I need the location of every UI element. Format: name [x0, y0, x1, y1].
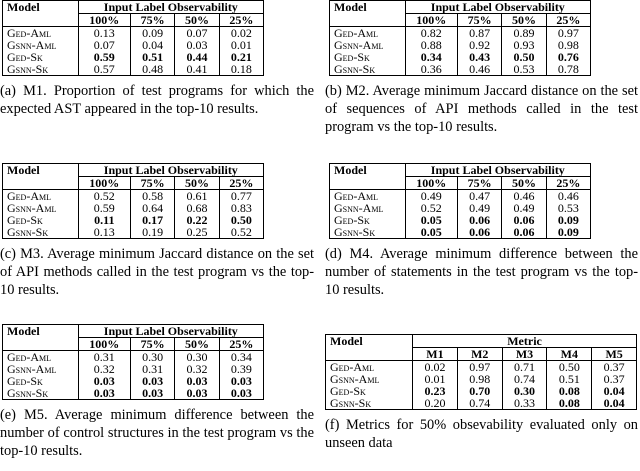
results-table — [2, 163, 264, 239]
value-cell: 0.05 — [420, 213, 442, 227]
results-table — [2, 0, 264, 76]
value-cell: 0.74 — [502, 373, 547, 385]
value-cell: 0.97 — [546, 27, 590, 40]
column-header: 100% — [416, 176, 447, 190]
model-name-cell: Ged-Aml — [330, 190, 406, 203]
value-cell: 0.09 — [546, 226, 590, 239]
value-cell: 0.06 — [502, 226, 546, 239]
model-name-cell: Gsnn-Aml — [3, 202, 79, 214]
model-name-cell: Ged-Aml — [3, 190, 79, 203]
value-cell: 0.70 — [457, 385, 502, 397]
column-header: 75% — [457, 14, 501, 27]
column-header: 50% — [502, 14, 546, 27]
value-cell: 0.23 — [424, 384, 446, 398]
column-header: 50% — [175, 338, 219, 351]
value-cell: 0.25 — [175, 226, 219, 239]
value-cell: 0.57 — [93, 62, 115, 76]
column-header: 75% — [130, 177, 174, 190]
value-cell: 0.03 — [219, 375, 263, 387]
value-cell: 0.34 — [420, 50, 442, 64]
value-cell: 0.97 — [457, 361, 502, 374]
value-cell: 0.59 — [93, 50, 115, 64]
value-cell: 0.61 — [175, 190, 219, 203]
value-cell: 0.49 — [502, 202, 546, 214]
value-cell: 0.05 — [420, 225, 442, 239]
value-cell: 0.09 — [546, 214, 590, 226]
value-cell: 0.78 — [546, 63, 590, 76]
value-cell: 0.98 — [457, 373, 502, 385]
model-name-cell: Gsnn-Aml — [330, 202, 406, 214]
model-name-cell: Gsnn-Sk — [3, 63, 79, 76]
value-cell: 0.53 — [546, 202, 590, 214]
value-cell: 0.22 — [175, 214, 219, 226]
value-cell: 0.07 — [175, 27, 219, 40]
table-row — [330, 63, 591, 76]
value-cell: 0.51 — [547, 373, 592, 385]
value-cell: 0.31 — [130, 363, 174, 375]
value-cell: 0.03 — [219, 387, 263, 400]
model-name-cell: Ged-Sk — [3, 51, 79, 63]
panel-d — [325, 163, 640, 299]
panel-c — [0, 163, 316, 299]
value-cell: 0.89 — [502, 27, 546, 40]
table-row — [3, 63, 264, 76]
table-row — [326, 397, 637, 410]
value-cell: 0.11 — [94, 213, 115, 227]
value-cell: 0.50 — [547, 361, 592, 374]
value-cell: 0.13 — [93, 26, 115, 40]
model-name-cell: Ged-Sk — [3, 375, 79, 387]
value-cell: 0.64 — [130, 202, 174, 214]
value-cell: 0.03 — [130, 387, 174, 400]
value-cell: 0.76 — [546, 51, 590, 63]
table-caption: (a) M1. Proportion of test programs for which the expected AST appeared in the top-10 results. — [0, 83, 314, 117]
group-header: Metric — [413, 335, 637, 348]
value-cell: 0.87 — [457, 27, 501, 40]
value-cell: 0.03 — [175, 39, 219, 51]
model-name-cell: Ged-Aml — [3, 27, 79, 40]
column-header: M4 — [547, 348, 592, 361]
column-header: 75% — [130, 338, 174, 351]
value-cell: 0.18 — [219, 63, 263, 76]
value-cell: 0.20 — [424, 396, 446, 410]
column-header: M2 — [457, 348, 502, 361]
column-header: 100% — [89, 13, 120, 27]
value-cell: 0.09 — [130, 27, 174, 40]
model-name-cell: Gsnn-Sk — [326, 397, 413, 410]
value-cell: 0.74 — [457, 397, 502, 410]
model-name-cell: Gsnn-Aml — [330, 39, 406, 51]
column-header: 25% — [219, 338, 263, 351]
value-cell: 0.50 — [502, 51, 546, 63]
value-cell: 0.36 — [420, 62, 442, 76]
value-cell: 0.30 — [130, 351, 174, 364]
value-cell: 0.33 — [502, 397, 547, 410]
value-cell: 0.03 — [175, 375, 219, 387]
model-column-header: Model — [3, 1, 79, 27]
model-name-cell: Ged-Sk — [330, 51, 406, 63]
column-header: 75% — [457, 177, 501, 190]
value-cell: 0.13 — [93, 225, 115, 239]
value-cell: 0.08 — [547, 385, 592, 397]
group-header: Input Label Observability — [405, 164, 590, 177]
value-cell: 0.41 — [175, 63, 219, 76]
value-cell: 0.04 — [130, 39, 174, 51]
table-row — [3, 387, 264, 400]
value-cell: 0.07 — [93, 38, 115, 52]
table-row — [330, 226, 591, 239]
column-header: 50% — [175, 14, 219, 27]
model-name-cell: Gsnn-Aml — [3, 363, 79, 375]
value-cell: 0.71 — [502, 361, 547, 374]
value-cell: 0.98 — [546, 39, 590, 51]
value-cell: 0.03 — [93, 374, 115, 388]
value-cell: 0.46 — [546, 190, 590, 203]
model-name-cell: Ged-Aml — [330, 27, 406, 40]
model-name-cell: Gsnn-Aml — [326, 373, 413, 385]
model-column-header: Model — [330, 164, 406, 190]
value-cell: 0.03 — [175, 387, 219, 400]
column-header: 25% — [219, 14, 263, 27]
model-name-cell: Ged-Sk — [326, 385, 413, 397]
model-name-cell: Gsnn-Sk — [3, 387, 79, 400]
model-name-cell: Ged-Aml — [3, 351, 79, 364]
panel-a — [0, 0, 316, 118]
table-header-row — [3, 164, 264, 177]
group-header: Input Label Observability — [78, 325, 263, 338]
value-cell: 0.01 — [424, 372, 446, 386]
value-cell: 0.37 — [592, 373, 637, 385]
model-name-cell: Gsnn-Sk — [3, 226, 79, 239]
value-cell: 0.52 — [219, 226, 263, 239]
value-cell: 0.49 — [420, 189, 442, 203]
value-cell: 0.92 — [457, 39, 501, 51]
value-cell: 0.88 — [420, 38, 442, 52]
column-header: 25% — [546, 14, 590, 27]
table-caption: (c) M3. Average minimum Jaccard distance on the set of API methods called in the test program vs the top-10 results. — [0, 246, 314, 298]
model-name-cell: Ged-Aml — [326, 361, 413, 374]
value-cell: 0.59 — [93, 201, 115, 215]
value-cell: 0.17 — [130, 214, 174, 226]
group-header: Input Label Observability — [78, 164, 263, 177]
group-header: Input Label Observability — [405, 1, 590, 14]
value-cell: 0.46 — [502, 190, 546, 203]
results-table — [2, 324, 264, 400]
column-header: 100% — [89, 176, 120, 190]
column-header: 50% — [175, 177, 219, 190]
column-header: 50% — [502, 177, 546, 190]
model-name-cell: Ged-Sk — [3, 214, 79, 226]
value-cell: 0.06 — [502, 214, 546, 226]
table-caption: (e) M5. Average minimum difference between the number of control structures in the test program vs the top-10 results. — [0, 407, 314, 459]
column-header: M1 — [426, 347, 444, 361]
model-name-cell: Ged-Sk — [330, 214, 406, 226]
value-cell: 0.06 — [457, 214, 501, 226]
value-cell: 0.01 — [219, 39, 263, 51]
value-cell: 0.30 — [502, 385, 547, 397]
results-table — [325, 334, 637, 410]
results-table — [329, 163, 591, 239]
model-column-header: Model — [3, 164, 79, 190]
column-header: M5 — [592, 348, 637, 361]
value-cell: 0.43 — [457, 51, 501, 63]
column-header: 25% — [219, 177, 263, 190]
model-column-header: Model — [3, 325, 79, 351]
table-header-row — [3, 1, 264, 14]
value-cell: 0.82 — [420, 26, 442, 40]
value-cell: 0.03 — [93, 386, 115, 400]
table-header-row — [330, 164, 591, 177]
value-cell: 0.52 — [420, 201, 442, 215]
value-cell: 0.32 — [175, 363, 219, 375]
value-cell: 0.77 — [219, 190, 263, 203]
value-cell: 0.32 — [93, 362, 115, 376]
value-cell: 0.93 — [502, 39, 546, 51]
value-cell: 0.04 — [592, 397, 637, 410]
value-cell: 0.04 — [592, 385, 637, 397]
value-cell: 0.47 — [457, 190, 501, 203]
value-cell: 0.02 — [424, 360, 446, 374]
column-header: 25% — [546, 177, 590, 190]
value-cell: 0.46 — [457, 63, 501, 76]
column-header: 100% — [89, 337, 120, 351]
value-cell: 0.48 — [130, 63, 174, 76]
value-cell: 0.19 — [130, 226, 174, 239]
value-cell: 0.58 — [130, 190, 174, 203]
value-cell: 0.03 — [130, 375, 174, 387]
value-cell: 0.34 — [219, 351, 263, 364]
value-cell: 0.30 — [175, 351, 219, 364]
value-cell: 0.02 — [219, 27, 263, 40]
table-row — [3, 226, 264, 239]
value-cell: 0.06 — [457, 226, 501, 239]
model-column-header: Model — [330, 1, 406, 27]
model-name-cell: Gsnn-Sk — [330, 226, 406, 239]
value-cell: 0.68 — [175, 202, 219, 214]
model-name-cell: Gsnn-Sk — [330, 63, 406, 76]
value-cell: 0.37 — [592, 361, 637, 374]
table-header-row — [326, 335, 637, 348]
model-column-header: Model — [326, 335, 413, 361]
group-header: Input Label Observability — [78, 1, 263, 14]
column-header: 75% — [130, 14, 174, 27]
value-cell: 0.50 — [219, 214, 263, 226]
value-cell: 0.44 — [175, 51, 219, 63]
panel-b — [325, 0, 640, 136]
value-cell: 0.53 — [502, 63, 546, 76]
value-cell: 0.52 — [93, 189, 115, 203]
panel-f — [325, 334, 640, 452]
table-caption: (d) M4. Average minimum difference between the number of statements in the test program vs the top-10 results. — [325, 246, 638, 298]
value-cell: 0.49 — [457, 202, 501, 214]
value-cell: 0.31 — [93, 350, 115, 364]
column-header: 100% — [416, 13, 447, 27]
value-cell: 0.08 — [547, 397, 592, 410]
table-caption: (f) Metrics for 50% obsevability evaluated only on unseen data — [325, 417, 638, 451]
table-header-row — [3, 325, 264, 338]
value-cell: 0.51 — [130, 51, 174, 63]
table-header-row — [330, 1, 591, 14]
value-cell: 0.83 — [219, 202, 263, 214]
table-caption: (b) M2. Average minimum Jaccard distance on the set of sequences of API methods called in the test program vs the top-10 results. — [325, 83, 638, 135]
model-name-cell: Gsnn-Aml — [3, 39, 79, 51]
results-table — [329, 0, 591, 76]
panel-e — [0, 324, 316, 460]
value-cell: 0.39 — [219, 363, 263, 375]
value-cell: 0.21 — [219, 51, 263, 63]
column-header: M3 — [502, 348, 547, 361]
